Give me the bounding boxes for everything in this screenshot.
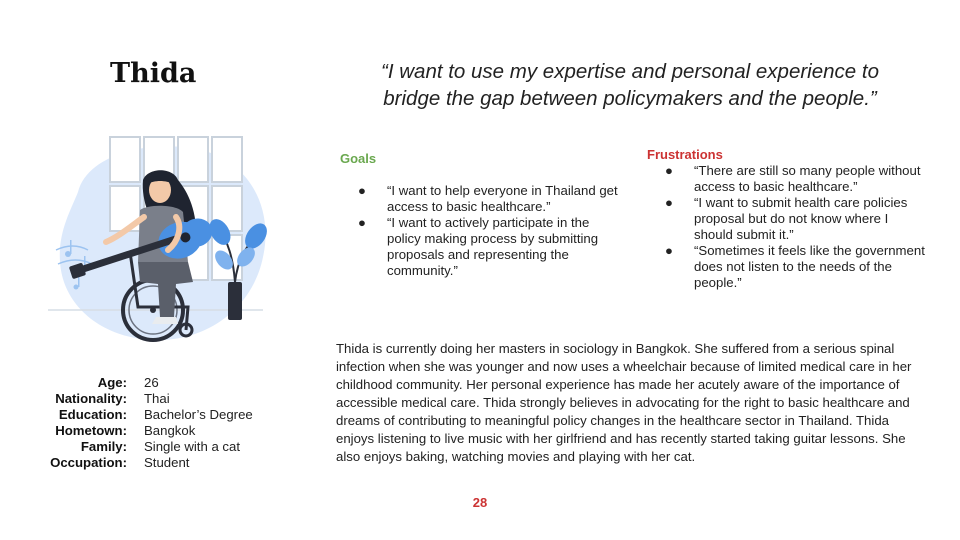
persona-bio: Thida is currently doing her masters in sociology in Bangkok. She suffered from a serious spinal infection when she was younger and now uses a wheelchair because of limited medical care in her childhood community. Her personal experience has made her acutely aware of the importance of accessible medical care. Thida strongly believes in advocating for the right to basic healthcare and dreams of contributing to meaningful policy changes in the healthcare sector in Thailand. Thida enjoys listening to live music with her girlfriend and has recently started taking guitar lessons. She also enjoys baking, watching movies and playing with her cat. <box>336 341 912 464</box>
bullet-icon: ● <box>665 243 673 258</box>
info-row-age: Age: 26 <box>97 375 159 390</box>
info-row-family: Family: Single with a cat <box>80 439 241 454</box>
bullet-icon: ● <box>665 163 673 178</box>
persona-quote: “I want to use my expertise and personal experience to bridge the gap between policymakers and the people.” <box>381 60 879 110</box>
info-row-occupation: Occupation: Student <box>50 455 190 470</box>
persona-name: Thida <box>110 58 197 89</box>
info-row-nationality: Nationality: Thai <box>55 391 170 406</box>
goals-list <box>341 183 621 279</box>
woman-wheelchair-guitar-illustration-icon <box>48 132 278 347</box>
goal-item: ● “I want to help everyone in Thailand get access to basic healthcare.” <box>358 183 618 214</box>
frustration-item: ● “I want to submit health care policies proposal but do not know where I should submit it.” <box>665 195 908 242</box>
frustration-item: ● “Sometimes it feels like the government does not listen to the needs of the people.” <box>665 243 925 290</box>
frustration-item: ● “There are still so many people without access to basic healthcare.” <box>665 163 921 194</box>
goals-title: Goals <box>340 151 377 166</box>
page-number: 28 <box>472 495 488 510</box>
persona-info-table <box>40 375 253 471</box>
bullet-icon: ● <box>358 183 366 198</box>
frustrations-title: Frustrations <box>647 147 723 162</box>
bullet-icon: ● <box>665 195 673 210</box>
bullet-icon: ● <box>358 215 366 230</box>
info-row-education: Education: Bachelor’s Degree <box>58 407 253 422</box>
goal-item: ● “I want to actively participate in the policy making process by submitting proposals and representing the community.” <box>358 215 599 278</box>
frustrations-list <box>648 163 928 291</box>
info-row-hometown: Hometown: Bangkok <box>55 423 196 438</box>
